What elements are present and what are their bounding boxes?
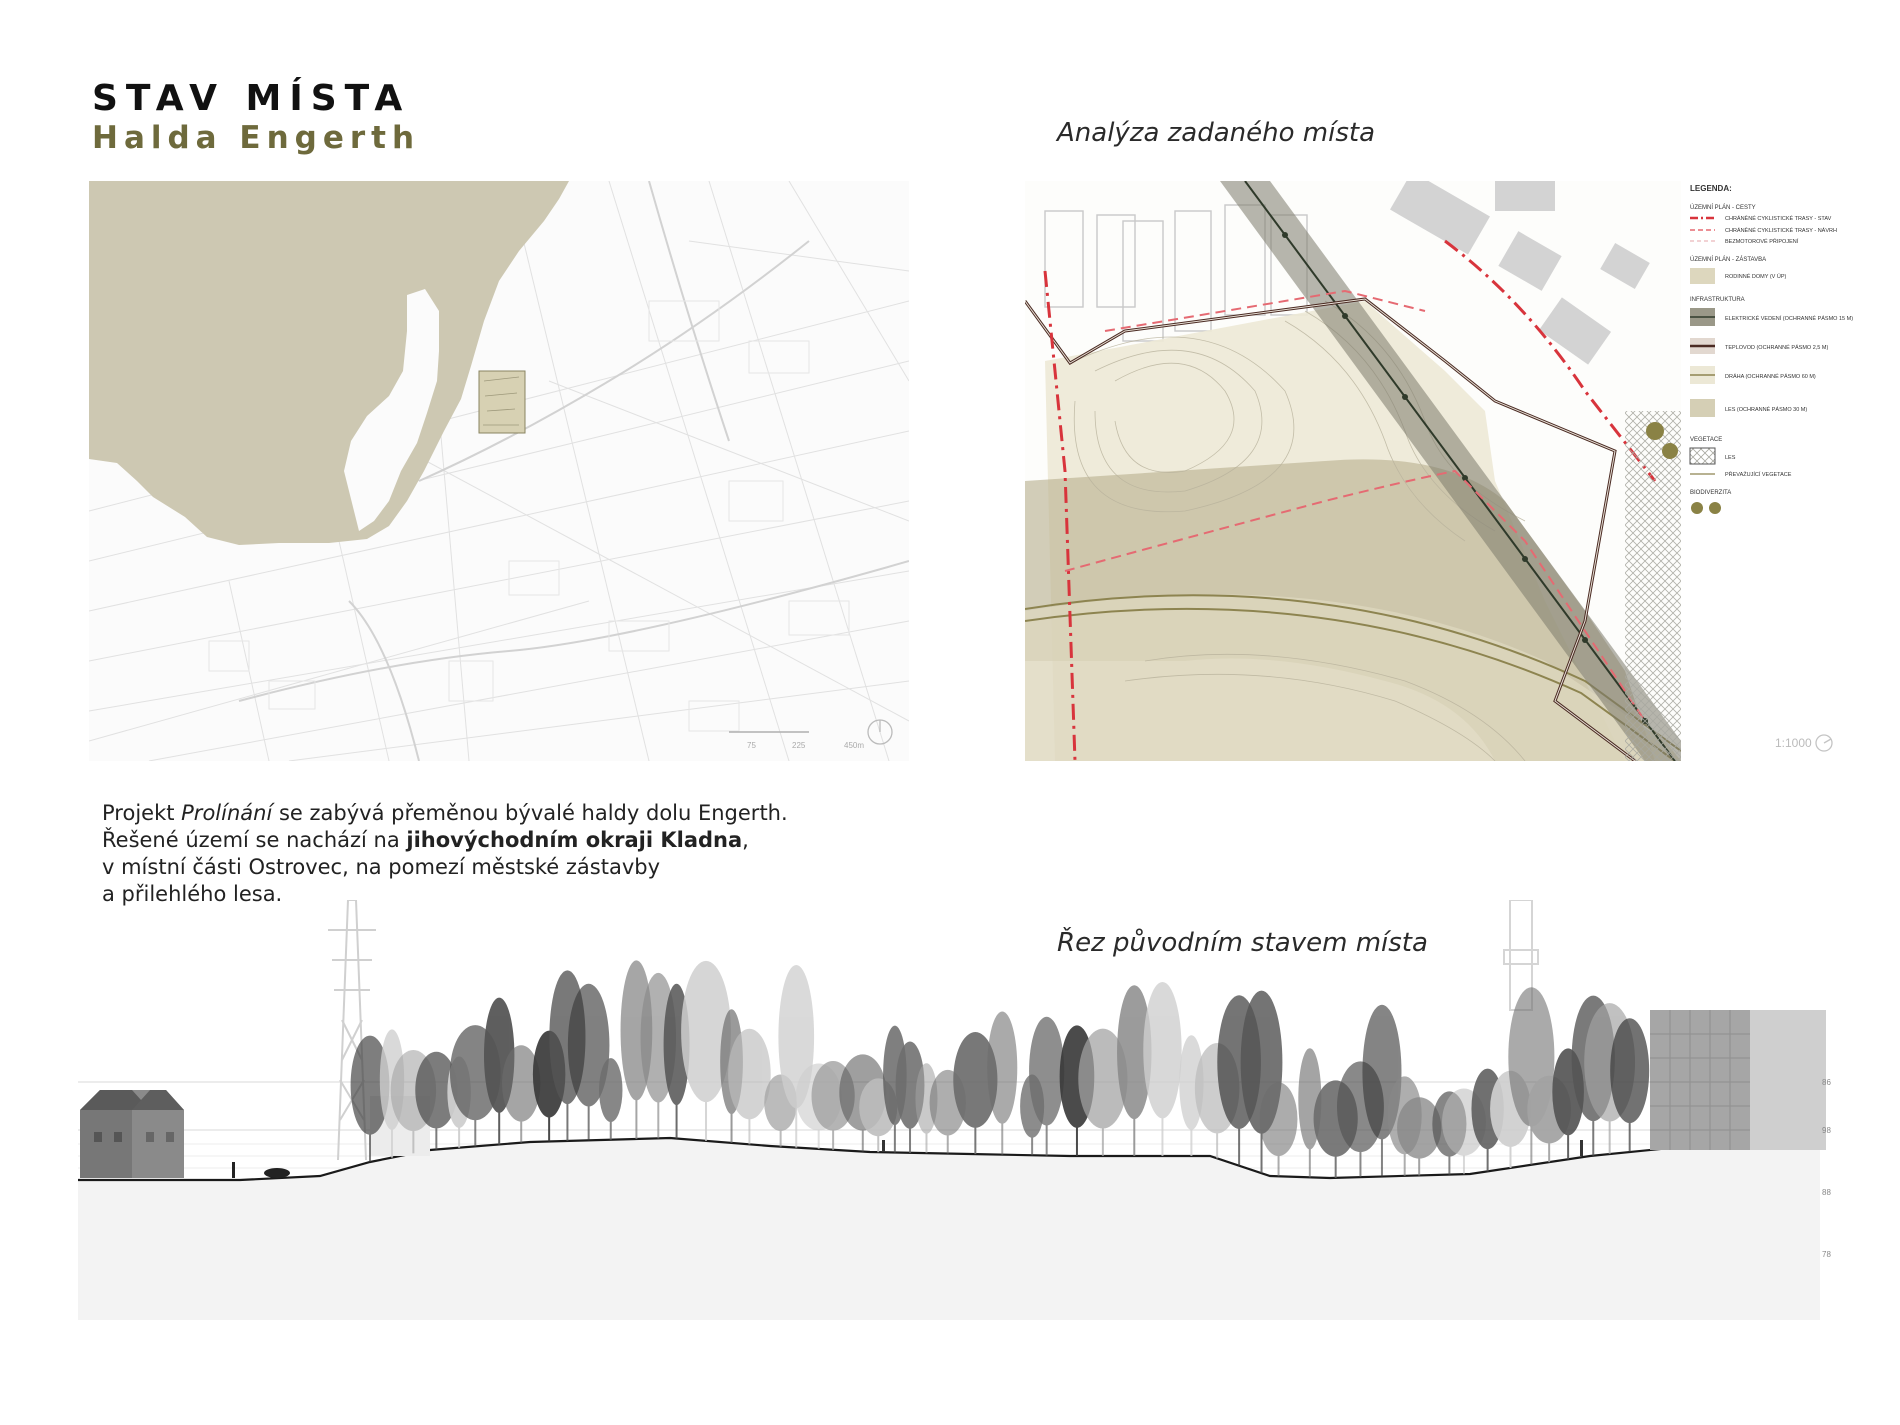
apartment-block <box>1650 1010 1826 1150</box>
scale-label-3: 450m <box>844 741 865 750</box>
scale-label-2: 225 <box>792 741 806 750</box>
legend-biodiversity-icon <box>1691 502 1721 514</box>
houses <box>80 1090 184 1178</box>
section-heading: Řez původním stavem místa <box>1057 928 1428 958</box>
level-label-4: 78 <box>1822 1250 1831 1259</box>
person-icon-3 <box>1580 1140 1583 1156</box>
page-title: STAV MÍSTA <box>92 78 411 119</box>
page-subtitle: Halda Engerth <box>92 120 421 156</box>
legend-item-power: ELEKTRICKÉ VEDENÍ (OCHRANNÉ PÁSMO 15 M) <box>1725 316 1854 322</box>
legend-item-cycle-existing: CHRÁNĚNÉ CYKLISTICKÉ TRASY - STAV <box>1725 216 1832 222</box>
legend-item-houses: RODINNÉ DOMY (V ÚP) <box>1725 274 1787 280</box>
tree <box>1260 1082 1298 1176</box>
tree <box>987 1012 1017 1155</box>
level-label-1: 86 <box>1822 1078 1831 1087</box>
person-icon <box>232 1162 235 1178</box>
legend-item-forest: LES <box>1725 455 1736 461</box>
site-section <box>70 900 1850 1340</box>
legend-group-1: ÚZEMNÍ PLÁN - CESTY <box>1690 205 1756 211</box>
legend-item-forest-zone: LES (OCHRANNÉ PÁSMO 30 M) <box>1725 407 1808 413</box>
analysis-map <box>1025 181 1875 761</box>
tree <box>568 984 610 1141</box>
legend-group-3: INFRASTRUKTURA <box>1690 297 1745 303</box>
description-line-3: v místní části Ostrovec, na pomezí městské zástavby <box>102 855 661 879</box>
description-line-1: Projekt Prolínání se zabývá přeměnou bývalé haldy dolu Engerth. <box>102 801 788 825</box>
legend-group-2: ÚZEMNÍ PLÁN - ZÁSTAVBA <box>1690 257 1767 263</box>
project-description <box>102 800 882 908</box>
site-marker <box>479 371 525 433</box>
analysis-north-icon <box>1816 735 1832 751</box>
forest-hatch <box>1625 411 1681 761</box>
scale-label-1: 75 <box>747 741 756 750</box>
legend-group-5: BIODIVERZITA <box>1690 490 1732 496</box>
legend-title: LEGENDA: <box>1690 184 1732 193</box>
car-icon <box>264 1168 290 1178</box>
legend-group-4: VEGETACE <box>1690 437 1723 443</box>
legend-item-heatpipe: TEPLOVOD (OCHRANNÉ PÁSMO 2,5 M) <box>1725 345 1829 351</box>
legend-item-non-motor: BEZMOTOROVÉ PŘIPOJENÍ <box>1725 239 1799 245</box>
level-label-3: 88 <box>1822 1188 1831 1197</box>
description-line-4: a přilehlého lesa. <box>102 882 283 906</box>
description-line-2: Řešené území se nachází na jihovýchodním okraji Kladna, <box>102 828 749 852</box>
analysis-scale: 1:1000 <box>1775 736 1812 750</box>
legend <box>1690 184 1853 514</box>
tree <box>599 1058 622 1140</box>
level-label-2: 98 <box>1822 1126 1831 1135</box>
person-icon-2 <box>882 1140 885 1152</box>
tree <box>1610 1018 1649 1152</box>
legend-item-railway: DRÁHA (OCHRANNÉ PÁSMO 60 M) <box>1725 374 1816 380</box>
tree <box>728 1029 771 1145</box>
terrain-fill <box>78 1138 1820 1320</box>
analysis-heading: Analýza zadaného místa <box>1057 118 1376 148</box>
overview-map <box>89 181 909 761</box>
legend-item-cycle-proposed: CHRÁNĚNÉ CYKLISTICKÉ TRASY - NÁVRH <box>1725 228 1837 234</box>
legend-item-vegetation: PŘEVAŽUJÍCÍ VEGETACE <box>1725 472 1792 478</box>
